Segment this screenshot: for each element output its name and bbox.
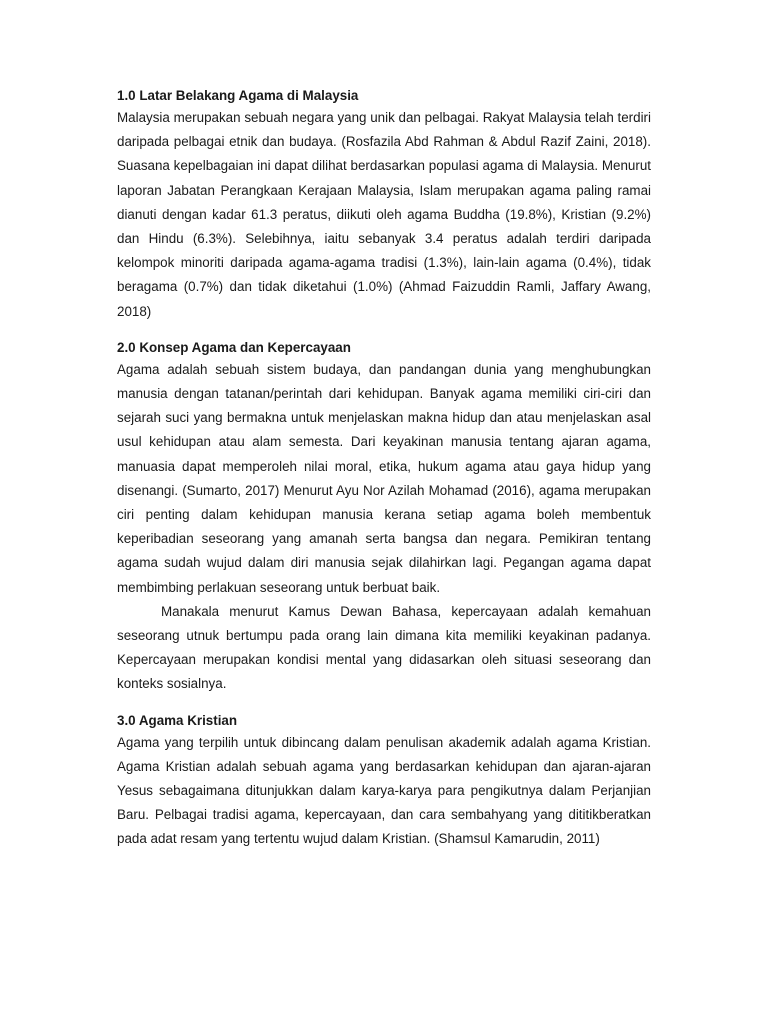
section-heading: 1.0 Latar Belakang Agama di Malaysia: [117, 88, 359, 103]
paragraph: Agama adalah sebuah sistem budaya, dan pandangan dunia yang menghubungkan manusia dengan tatanan/perintah dari kehidupan. Banyak agama memiliki ciri-ciri dan sejarah suci yang bermakna untuk menjelaskan makna hidup dan atau menjelaskan asal usul kehidupan atau alam semesta. Dari keyakinan manusia tentang ajaran agama, manuasia dapat memperoleh nilai moral, etika, hukum agama atau gaya hidup yang disenangi. (Sumarto, 2017) Menurut Ayu Nor Azilah Mohamad (2016), agama merupakan ciri penting dalam kehidupan manusia kerana setiap agama boleh membentuk keperibadian seseorang yang amanah serta bangsa dan negara. Pemikiran tentang agama sudah wujud dalam diri manusia sejak dilahirkan lagi. Pegangan agama dapat membimbing perlakuan seseorang untuk berbuat baik.: [117, 361, 651, 595]
section-latar-belakang: [117, 86, 651, 324]
section-konsep-agama: [117, 338, 651, 697]
paragraph-indented: Manakala menurut Kamus Dewan Bahasa, kepercayaan adalah kemahuan seseorang utnuk bertumpu pada orang lain dimana kita memiliki keyakinan padanya. Kepercayaan merupakan kondisi mental yang didasarkan oleh situasi seseorang dan konteks sosialnya.: [117, 603, 651, 692]
paragraph: Agama yang terpilih untuk dibincang dalam penulisan akademik adalah agama Kristian. Agama Kristian adalah sebuah agama yang berdasarkan kehidupan dan ajaran-ajaran Yesus sebagaimana ditunjukkan dalam karya-karya para pengikutnya dalam Perjanjian Baru. Pelbagai tradisi agama, kepercayaan, dan cara sembahyang yang dititikberatkan pada adat resam yang tertentu wujud dalam Kristian. (Shamsul Kamarudin, 2011): [117, 734, 651, 847]
section-heading: 3.0 Agama Kristian: [117, 712, 238, 728]
paragraph: Malaysia merupakan sebuah negara yang unik dan pelbagai. Rakyat Malaysia telah terdiri daripada pelbagai etnik dan budaya. (Rosfazila Abd Rahman & Abdul Razif Zaini, 2018). Suasana kepelbagaian ini dapat dilihat berdasarkan populasi agama di Malaysia. Menurut laporan Jabatan Perangkaan Kerajaan Malaysia, Islam merupakan agama paling ramai dianuti dengan kadar 61.3 peratus, diikuti oleh agama Buddha (19.8%), Kristian (9.2%) dan Hindu (6.3%). Selebihnya, iaitu sebanyak 3.4 peratus adalah terdiri daripada kelompok minoriti daripada agama-agama tradisi (1.3%), lain-lain agama (0.4%), tidak beragama (0.7%) dan tidak diketahui (1.0%) (Ahmad Faizuddin Ramli, Jaffary Awang, 2018): [117, 110, 651, 319]
document-body: [117, 86, 651, 852]
section-agama-kristian: [117, 711, 651, 852]
section-heading: 2.0 Konsep Agama dan Kepercayaan: [117, 339, 351, 355]
